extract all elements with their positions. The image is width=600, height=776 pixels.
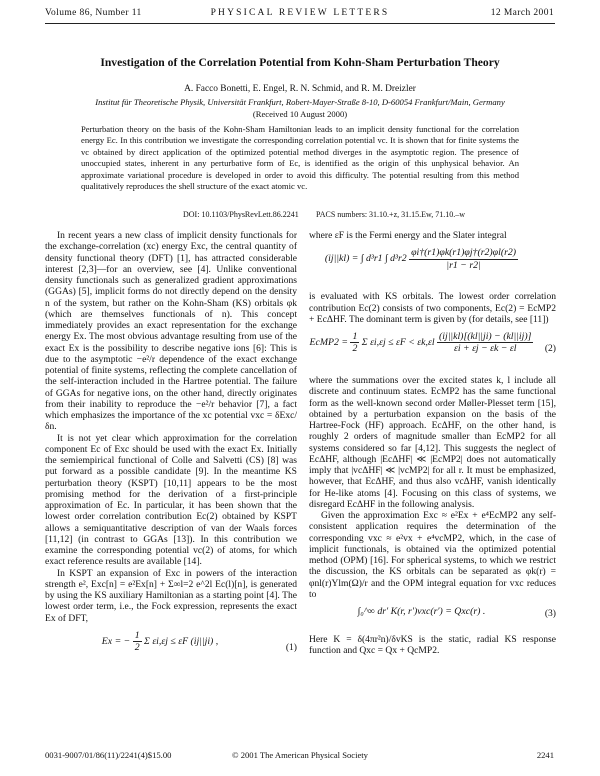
paragraph: where the summations over the excited states k, l include all discrete and continuum states. EcMP2 has the same functional form as the well-known second order Møller-Plesset term [15], obtained by a perturbation expansion on the basis of the Hartree-Fock (HF) approach. EcΔHF, on the other hand, is roughly 2 orders of magnitude smaller than EcMP2 for all systems considered so far [4,12]. This suggests the neglect of EcΔHF, although |EcΔHF| ≪ |EcMP2| does not automatically imply that |vcΔHF| ≪ |vcMP2| for all r. It must be emphasized, however, that EcΔHF, and thus also vcΔHF, vanish identically for He-like atoms [4]. Focusing on this class of systems, we disregard EcΔHF in the following analysis. bbox=[309, 375, 556, 510]
equation-body: ∫₀^∞ dr′ K(r, r′)vxc(r′) = Qxc(r) . bbox=[357, 606, 486, 617]
paragraph: Given the approximation Exc ≈ e²Ex + e⁴EcMP2 any self-consistent application requires the determination of the corresponding vxc ≈ e²vx + e⁴vcMP2, which, in the case of implicit functionals, is obtained via the optimized potential method (OPM) [16]. For spherical systems, to which we restrict the discussion, the KS orbitals can be separated as φk(r) = φnl(r)Ylm(Ω)/r and the OPM integral equation for vxc reduces to bbox=[309, 510, 556, 600]
page-number: 2241 bbox=[536, 750, 554, 760]
footer-code: 0031-9007/01/86(11)/2241(4)$15.00 bbox=[45, 750, 172, 760]
fraction: $\frac{1}{2}$ bbox=[352, 331, 358, 355]
issue-date: 12 March 2001 bbox=[490, 8, 554, 18]
fraction: $\frac{(ij||kl)[(kl||ji) - (kl||ij)]}{\varepsilon i + \varepsilon j - \varepsilon k - \varepsilon l}$ bbox=[439, 331, 532, 355]
equation-3 bbox=[309, 606, 556, 628]
right-column bbox=[309, 230, 556, 657]
equation-number: (2) bbox=[544, 343, 556, 354]
fraction: $\frac{\varphi i\dagger(r1)\varphi k(r1)\varphi j\dagger(r2)\varphi l(r2)}{|r1 - r2|}$ bbox=[411, 247, 517, 271]
paragraph: It is not yet clear which approximation for the correlation component Ec of Exc should be used with the exact Ex. Initially the semiempirical functional of Colle and Salvetti (CS) [8] was put forward as a possible candidate [9]. In the meantime KS perturbation theory (KSPT) [10,11] appears to be the most promising method for the derivation of a first-principle approximation of Ec. In particular, it has been shown that the lowest order correlation contribution Ec(2) obtained by KSPT allows a semiquantitative description of van der Waals forces [11,12] (in contrast to GGAs [13]). In this contribution we examine the corresponding potential vc(2) of atoms, for which exact reference results are available [14]. bbox=[45, 432, 297, 568]
journal-name: PHYSICAL REVIEW LETTERS bbox=[210, 8, 390, 18]
equation-lhs: Ex = − bbox=[101, 635, 131, 647]
paragraph: In recent years a new class of implicit density functionals for the exchange-correlation (xc) energy Exc, the central quantity of density functional theory (DFT) [1], has attracted considerable interest [2,3]—for an overview, see [4]. Unlike conventional density functionals such as generalized gradient approximations (GGAs) [5], implicit forms do not directly depend on the density n of the system, but rather on the Kohn-Sham (KS) orbitals φk (which are themselves functionals of n). This concept immediately provides an exact representation for the exchange energy Ex. The most obvious advantage resulting from use of the exact Ex is the possibility to describe negative ions [6]: This is due to the asymptotic −e²/r dependence of the exact exchange potential of finite systems, reflecting the complete cancellation of the self-interaction included in the Hartree potential. The failure of GGAs for negative ions, on the other hand, directly originates from their inability to reproduce the −e²/r behavior [7], a fact which emphasizes the importance of the xc potential vxc = δExc/δn. bbox=[45, 230, 297, 433]
journal-volume: Volume 86, Number 11 bbox=[45, 8, 142, 18]
author-list: A. Facco Bonetti, E. Engel, R. N. Schmid, and R. M. Dreizler bbox=[184, 84, 416, 94]
paragraph: Here K = δ(4πr²n)/δvKS is the static, radial KS response function and Qxc = Qx + QcMP2. bbox=[309, 634, 556, 657]
pacs-numbers: PACS numbers: 31.10.+z, 31.15.Ew, 71.10.–w bbox=[316, 210, 466, 219]
affiliation: Institut für Theoretische Physik, Universität Frankfurt, Robert-Mayer-Straße 8-10, D-60054 Frankfurt/Main, Germany bbox=[95, 97, 505, 107]
equation-sum: Σ εi,εj ≤ εF bbox=[144, 635, 189, 647]
equation-sum: Σ εi,εj ≤ εF < εk,εl bbox=[361, 337, 435, 348]
equation-rhs: (ij||ji) , bbox=[190, 635, 219, 647]
abstract: Perturbation theory on the basis of the Kohn-Sham Hamiltonian leads to an implicit density functional for the correlation energy Ec. In this contribution we investigate the corresponding correlation potential vc. It is shown that for finite systems the vc obtained by direct application of the optimized potential method diverges in the asymptotic region. The presence of unoccupied states, inherent in any perturbative form of Ec, is identified as the origin of this unphysical behavior. An approximate variational procedure is developed in order to avoid this difficulty. The potential resulting from this method qualitatively reproduces the shell structure of the exact atomic vc. bbox=[81, 124, 519, 192]
left-column bbox=[45, 230, 297, 674]
footer-copyright: © 2001 The American Physical Society bbox=[232, 750, 368, 760]
paragraph: is evaluated with KS orbitals. The lowest order correlation contribution Ec(2) consists of two components, Ec(2) = EcMP2 + EcΔHF. The dominant term is given by (for details, see [11]) bbox=[309, 291, 556, 325]
equation-2 bbox=[309, 331, 556, 369]
fraction: $\frac{1}{2}$ bbox=[134, 629, 140, 653]
paper-title: Investigation of the Correlation Potential from Kohn-Sham Perturbation Theory bbox=[100, 56, 500, 69]
paragraph: In KSPT an expansion of Exc in powers of the interaction strength e², Exc[n] = e²Ex[n] + Σ∞l=2 e^2l Ec(l)[n], is generated by using the KS auxiliary Hamiltonian as a starting point [4]. The lowest order term, i.e., the Fock expression, represents the exact Ex of DFT, bbox=[45, 567, 297, 624]
equation-1 bbox=[45, 630, 297, 668]
equation-lhs: (ij||kl) = ∫ d³r1 ∫ d³r2 bbox=[324, 253, 407, 265]
paragraph: where εF is the Fermi energy and the Slater integral bbox=[309, 230, 507, 241]
equation-lhs: EcMP2 = bbox=[309, 337, 351, 348]
header-rule bbox=[45, 23, 555, 24]
doi-link[interactable]: DOI: 10.1103/PhysRevLett.86.2241 bbox=[183, 210, 299, 219]
equation-number: (3) bbox=[544, 608, 556, 619]
equation-number: (1) bbox=[285, 641, 297, 653]
received-date: (Received 10 August 2000) bbox=[252, 109, 348, 119]
slater-integral bbox=[309, 247, 556, 285]
